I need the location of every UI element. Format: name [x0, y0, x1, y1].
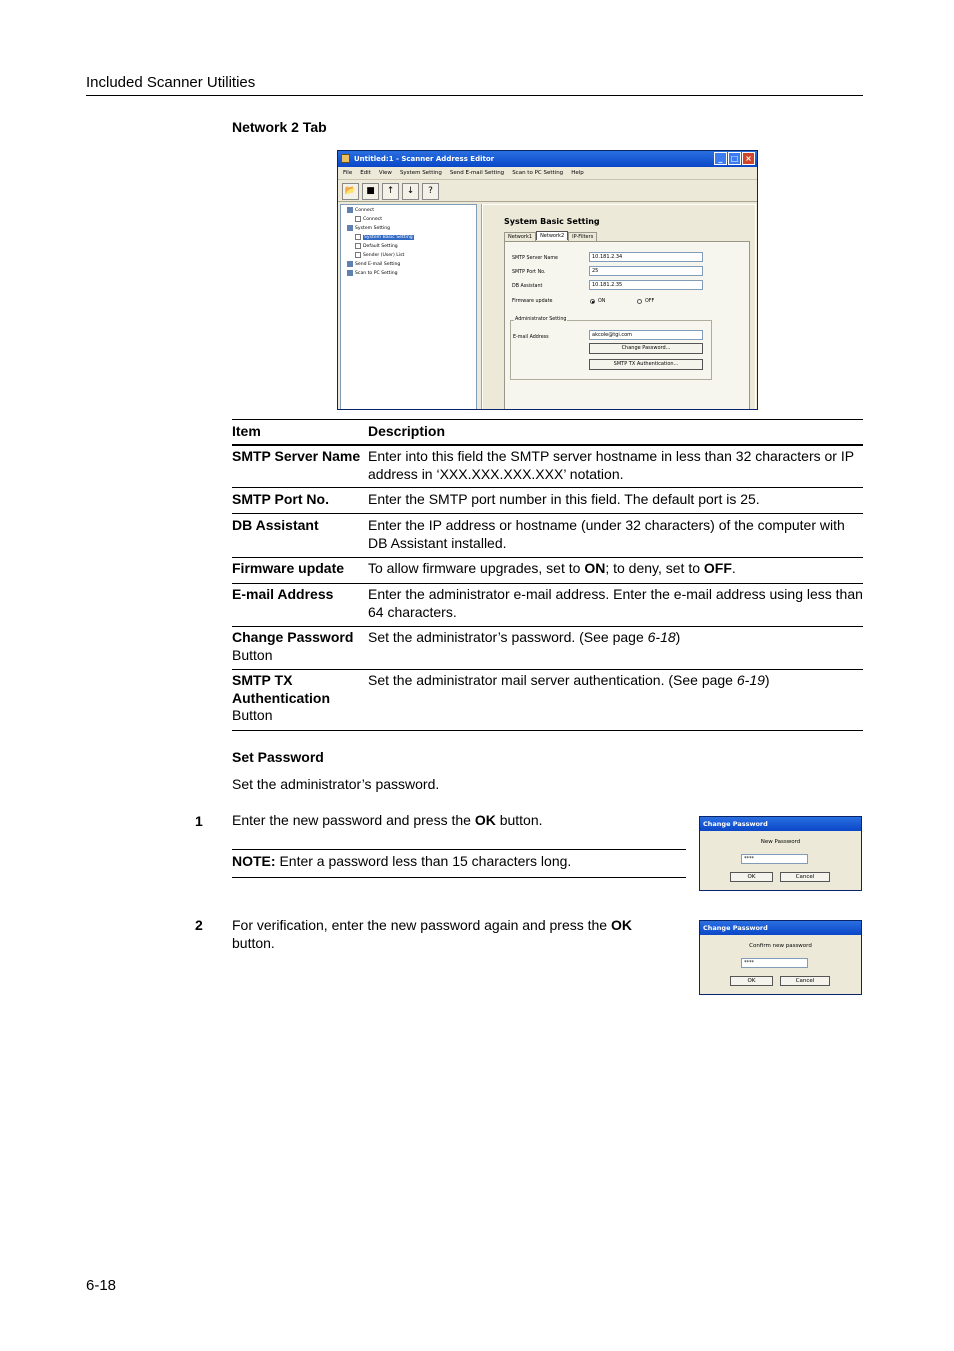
step-number: 2: [195, 917, 203, 933]
cancel-button[interactable]: Cancel: [780, 976, 830, 986]
tree-item-connect[interactable]: Connect: [347, 207, 374, 213]
administrator-setting-label: Administrator Setting: [515, 317, 567, 322]
window-titlebar: [338, 151, 757, 167]
table-bottom-rule: [232, 730, 863, 731]
menu-send-email-setting[interactable]: Send E-mail Setting: [449, 170, 505, 176]
ok-button[interactable]: OK: [730, 872, 773, 882]
menu-edit[interactable]: Edit: [360, 170, 371, 176]
cancel-button[interactable]: Cancel: [780, 872, 830, 882]
change-password-button[interactable]: Change Password...: [589, 343, 703, 354]
table-header-item: Item: [232, 423, 261, 439]
table-header-description: Description: [368, 423, 446, 439]
row-rule: [232, 513, 863, 514]
table-row-description: Set the administrator mail server authentication. (See page 6-19): [368, 672, 770, 688]
table-top-rule: [232, 419, 863, 420]
document-icon: [355, 252, 361, 258]
smtp-server-input[interactable]: 10.181.2.34: [589, 252, 703, 262]
section-title: Network 2 Tab: [232, 119, 327, 135]
set-password-title: Set Password: [232, 749, 324, 765]
help-icon[interactable]: ?: [422, 183, 439, 200]
smtp-port-label: SMTP Port No.: [512, 270, 546, 275]
toolbar: [338, 180, 757, 202]
firmware-update-label: Firmware update: [512, 299, 553, 304]
row-rule: [232, 557, 863, 558]
running-header: Included Scanner Utilities: [86, 74, 256, 91]
row-rule: [232, 669, 863, 670]
step-text: For verification, enter the new password again and press the OK button.: [232, 917, 632, 951]
open-folder-icon[interactable]: 📂: [342, 183, 359, 200]
settings-panel: [481, 204, 756, 410]
tree-item-system-setting[interactable]: System Setting: [347, 225, 390, 231]
close-icon[interactable]: ×: [742, 152, 755, 165]
menu-bar: [338, 167, 757, 180]
email-address-input[interactable]: akcole@tgi.com: [589, 330, 703, 340]
table-row-description: To allow firmware upgrades, set to ON; to deny, set to OFF.: [368, 560, 736, 576]
table-header-rule: [232, 444, 863, 446]
dialog-title: Change Password: [700, 921, 861, 935]
folder-icon: [347, 261, 353, 267]
tab-ip-filters[interactable]: IP-Filters: [568, 232, 597, 241]
confirm-password-input[interactable]: ****: [741, 958, 808, 968]
folder-icon: [347, 270, 353, 276]
table-row-description: Set the administrator’s password. (See page 6-18): [368, 629, 681, 645]
tree-item-default-setting[interactable]: Default Setting: [355, 243, 398, 249]
firmware-on-label: ON: [598, 299, 606, 304]
tree-item-sender-list[interactable]: Sender (User) List: [355, 252, 404, 258]
table-row-item: Change Password Button: [232, 629, 354, 663]
page-link[interactable]: 6-18: [647, 629, 676, 645]
table-row-item: SMTP Port No.: [232, 491, 329, 507]
table-row-item: Firmware update: [232, 560, 345, 576]
download-icon[interactable]: ↓: [402, 183, 419, 200]
scanner-address-editor-screenshot: [337, 150, 758, 410]
db-assistant-input[interactable]: 10.181.2.35: [589, 280, 703, 290]
table-row-item: E-mail Address: [232, 586, 334, 602]
menu-system-setting[interactable]: System Setting: [399, 170, 442, 176]
page-number: 6-18: [86, 1277, 117, 1294]
note-top-rule: [232, 849, 686, 850]
confirm-password-dialog: [699, 920, 862, 995]
db-assistant-label: DB Assistant: [512, 284, 543, 289]
ok-button[interactable]: OK: [730, 976, 773, 986]
tab-strip: [504, 232, 597, 241]
document-icon: [355, 243, 361, 249]
smtp-port-input[interactable]: 25: [589, 266, 703, 276]
tree-item-scan-to-pc-setting[interactable]: Scan to PC Setting: [347, 270, 398, 276]
window-title: Untitled:1 - Scanner Address Editor: [354, 155, 495, 163]
tree-item-send-email-setting[interactable]: Send E-mail Setting: [347, 261, 400, 267]
step-number: 1: [195, 813, 203, 829]
row-rule: [232, 487, 863, 488]
menu-file[interactable]: File: [343, 170, 353, 176]
menu-scan-to-pc-setting[interactable]: Scan to PC Setting: [512, 170, 564, 176]
table-row-description: Enter the IP address or hostname (under 32 characters) of the computer with DB Assistant installed.: [368, 517, 845, 551]
step-text: Enter the new password and press the OK button.: [232, 812, 543, 828]
minimize-icon[interactable]: _: [714, 152, 727, 165]
panel-title: System Basic Setting: [504, 217, 600, 226]
set-password-intro: Set the administrator’s password.: [232, 776, 440, 792]
upload-icon[interactable]: ↑: [382, 183, 399, 200]
firmware-off-label: OFF: [645, 299, 655, 304]
table-row-description: Enter the SMTP port number in this field. The default port is 25.: [368, 491, 760, 507]
note: NOTE: Enter a password less than 15 characters long.: [232, 853, 572, 869]
note-bottom-rule: [232, 877, 686, 878]
confirm-password-label: Confirm new password: [749, 943, 812, 949]
page-link[interactable]: 6-19: [736, 672, 765, 688]
tree-item-connect-child[interactable]: Connect: [355, 216, 382, 222]
firmware-off-radio[interactable]: [637, 299, 642, 304]
table-row-item: DB Assistant: [232, 517, 319, 533]
network2-tab-page: [504, 241, 750, 410]
smtp-tx-authentication-button[interactable]: SMTP TX Authentication...: [589, 359, 703, 370]
administrator-setting-group: [510, 317, 712, 380]
tree-item-system-basic-setting[interactable]: System Basic Setting: [355, 234, 414, 240]
tab-network2[interactable]: Network2: [536, 231, 568, 240]
dialog-title: Change Password: [700, 817, 861, 831]
maximize-icon[interactable]: □: [728, 152, 741, 165]
row-rule: [232, 626, 863, 627]
email-address-label: E-mail Address: [513, 335, 549, 340]
row-rule: [232, 583, 863, 584]
table-row-item: SMTP TX Authentication Button: [232, 672, 330, 723]
firmware-on-radio[interactable]: [590, 299, 595, 304]
document-icon: [355, 234, 361, 240]
document-icon: [355, 216, 361, 222]
table-row-description: Enter the administrator e-mail address. Enter the e-mail address using less than 64 characters.: [368, 586, 863, 620]
header-rule: [86, 95, 863, 96]
new-password-label: New Password: [760, 839, 801, 845]
change-password-dialog: [699, 816, 862, 891]
table-row-item: SMTP Server Name: [232, 448, 361, 464]
tab-network1[interactable]: Network1: [504, 232, 536, 241]
app-icon: [341, 154, 350, 163]
smtp-server-label: SMTP Server Name: [512, 256, 558, 261]
folder-icon: [347, 225, 353, 231]
computer-icon: [347, 207, 353, 213]
save-icon[interactable]: ■: [362, 183, 379, 200]
new-password-input[interactable]: ****: [741, 854, 808, 864]
table-row-description: Enter into this field the SMTP server hostname in less than 32 characters or IP address in ‘XXX.XXX.XXX.XXX’ notation.: [368, 448, 854, 482]
settings-tree: [340, 204, 477, 410]
menu-view[interactable]: View: [378, 170, 392, 176]
menu-help[interactable]: Help: [571, 170, 584, 176]
